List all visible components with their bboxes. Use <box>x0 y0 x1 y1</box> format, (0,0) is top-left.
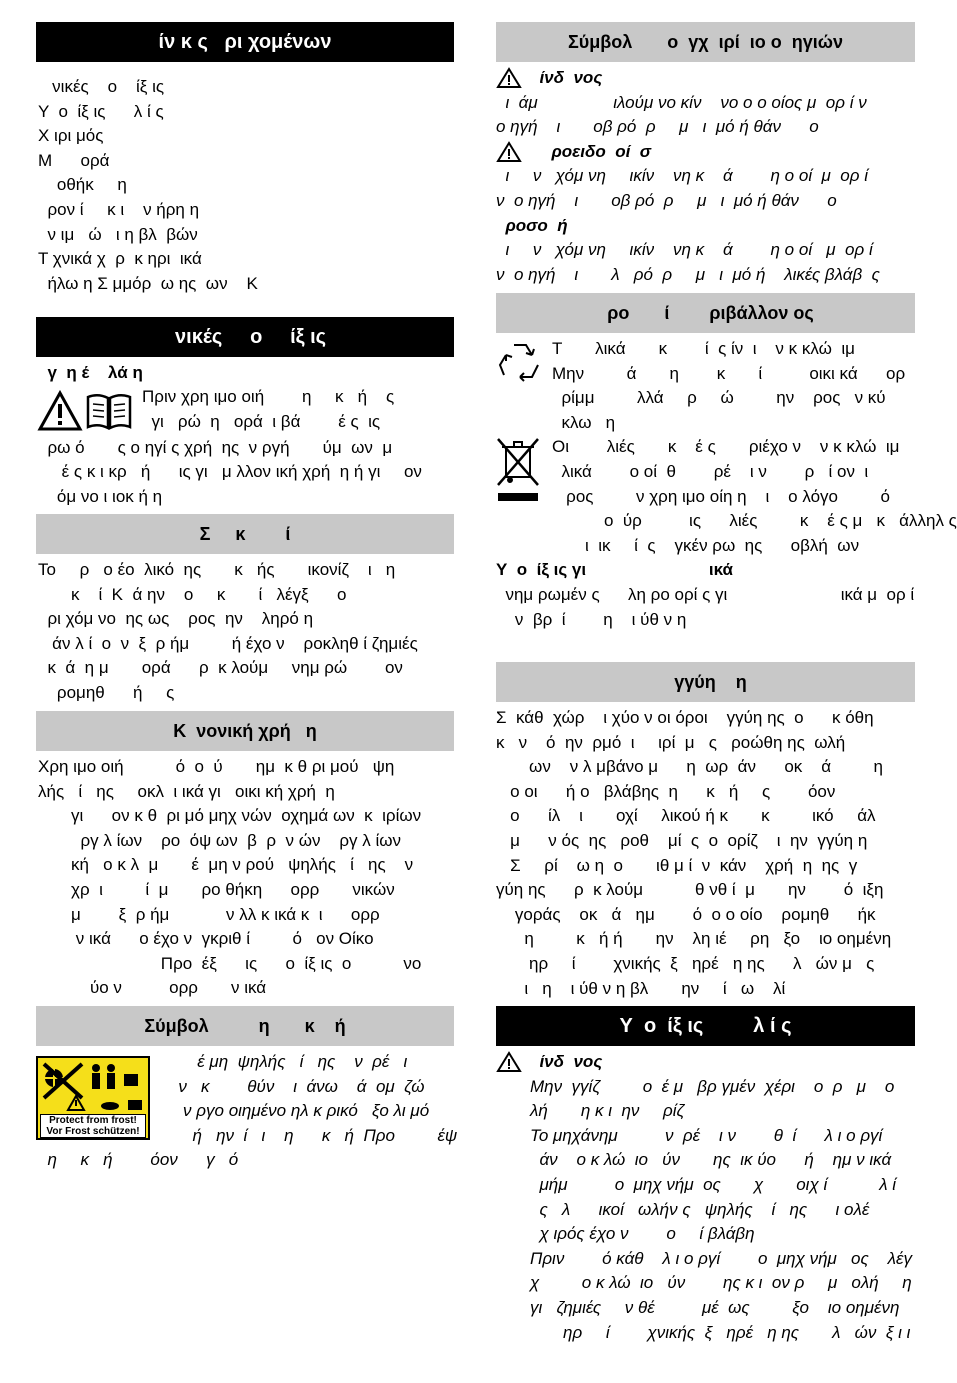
device-symbols-text-line: ή ην ί ι η κ ή Προ έψ <box>150 1125 458 1145</box>
weee-text-line: ρος ν χρη ιμο οίη η ι ο λόγο ό <box>552 486 890 506</box>
safety-text-line: Πριν ό κάθ λ ι ο ργί ο μηχ νήμ ος λέγ <box>530 1248 912 1268</box>
recycle-text-line: κλω η <box>552 412 616 432</box>
general-text-line: έ ς κ ι κρ ή ις γι μ λλον ική χρή η ή γι ον <box>38 462 422 482</box>
danger-text-line: ι άμ ιλούμ νο κίν νο ο ο οίος μ ορ ί ν <box>496 92 867 112</box>
proper-use-text-line: Χρη ιμο οιή ό ο ύ ημ κ θ ρι μού ψη <box>38 757 395 776</box>
warranty-text-line: ι η ι ύθ ν η βλ ην ί ω λί <box>496 978 786 998</box>
device-symbols-text-line: έ μη ψηλής ί ης ν ρέ ι <box>150 1052 408 1071</box>
materials-heading: Υ ο ίξ ις γι ικά <box>496 560 733 580</box>
frost-label-text: Vor Frost schützen! <box>46 1126 140 1137</box>
toc-item[interactable]: Μ ορά <box>38 150 110 170</box>
general-subtitle: γ η έ λά η <box>38 363 143 382</box>
warranty-text-line: Σ ρί ω η ο ιθ μ ί ν κάν χρή η ης γ <box>496 855 858 875</box>
warning-triangle-icon <box>38 391 82 431</box>
warranty-text-line: γύη ης ρ κ λούμ θ νθ ί μ ην ό ιξη <box>496 880 884 900</box>
packaging-text-line: Το ρ ο έο λικό ης κ ής ικονίζ ι η <box>38 560 396 579</box>
recycling-icon <box>496 339 544 387</box>
safety-text-line: γι ζημιές ν θέ μέ ως ξο ιο οημένη <box>530 1297 900 1317</box>
warranty-text-line: Σ κάθ χώρ ι χύο ν οι όροι γγύη ης ο κ όθη <box>496 708 874 727</box>
frost-pictogram-icon <box>38 1058 148 1114</box>
safety-section <box>496 1006 915 1345</box>
proper-use-text-line: Προ έξ ις ο ίξ ις ο νο <box>38 953 422 973</box>
warranty-text-line: ων ν λ μβάνο μ η ωρ άν οκ ά η <box>496 757 883 777</box>
warranty-text-line: μ ν ός ης ροθ μί ς ο ορίζ ι ην γγύη η <box>496 830 868 850</box>
safety-text-line: μήμ ο μηχ νήμ ος χ οιχ ί λ ί <box>530 1174 897 1194</box>
safety-text-line: χ ο κ λώ ιο ύν ης κ ι ον ρ μ ολή η <box>530 1273 912 1293</box>
warranty-text-line: ο ίλ ι οχί λικού ή κ κ ικό άλ <box>496 806 876 826</box>
proper-use-text-line: χρ ι ί μ ρο θήκη ορρ νικών <box>38 879 395 899</box>
toc-item[interactable]: Τ χνικά χ ρ κ ηρι ικά <box>38 249 202 269</box>
caution-text-line: ι ν χόμ νη ικίν νη κ ά η ο οί μ ορ ί <box>496 240 873 260</box>
safety-text-line: ηρ ί χνικής ξ ηρέ η ης λ ών ξ ι ι <box>530 1322 911 1342</box>
warranty-text-line: κ ν ό ην ρμό ι ιρί μ ς ροώθη ης ωλή <box>496 732 846 752</box>
toc-item[interactable]: ήλω η Σ μμόρ ω ης ων Κ <box>38 273 258 293</box>
general-notes-section <box>36 317 454 509</box>
materials-text-line: ν βρ ί η ι ύθ ν η <box>496 609 687 629</box>
warranty-text-line: ηρ ί χνικής ξ ηρέ η ης λ ών μ ς <box>496 953 875 973</box>
warranty-text-line: ο οι ή ο βλάβης η κ ή ς όον <box>496 781 836 801</box>
warranty-header: γγύη η <box>496 662 915 702</box>
toc-section <box>36 22 454 296</box>
proper-use-text-line: μ ξ ρ ήμ ν λλ κ ικά κ ι ορρ <box>38 904 380 924</box>
proper-use-header: Κ νονική χρή η <box>36 711 454 751</box>
toc-item[interactable]: Υ ο ίξ ις λ ί ς <box>38 101 164 121</box>
warning-icon <box>496 141 522 163</box>
device-symbols-section <box>36 1006 458 1173</box>
environment-header: ρο ί ριβάλλον ος <box>496 293 915 333</box>
proper-use-text-line: λής ί ης οκλ ι ικά γι οικι κή χρή η <box>38 781 335 801</box>
packaging-header: Σ κ ί <box>36 514 454 554</box>
frost-label-text: Protect from frost! <box>49 1115 137 1126</box>
toc-item[interactable]: οθήκ η <box>38 175 127 195</box>
caution-text-line: ν ο ηγή ι λ ρό ρ μ ι μό ή λικές βλάβ ς <box>496 264 880 284</box>
manual-symbols-header: Σύμβολ ο γχ ιρί ιο ο ηγιών <box>496 22 915 62</box>
general-text-line: όμ νο ι ιοκ ή η <box>38 486 163 506</box>
device-symbols-header: Σύμβολ η κ ή <box>36 1006 454 1046</box>
recycle-text-line: Τ λικά κ ί ς ίν ι ν κ κλώ ιμ <box>552 339 855 358</box>
weee-text-line: Οι λιές κ έ ς ριέχο ν ν κ κλώ ιμ <box>552 437 900 457</box>
safety-text-line: ς λ ικοί ωλήν ς ψηλής ί ης ι ολέ <box>530 1199 870 1219</box>
weee-text-line: λικά ο οί θ ρέ ι ν ρ ί ον ι <box>552 461 869 481</box>
materials-text-line: νημ ρωμέν ς λη ρο ορί ς γι ικά μ ορ ί <box>496 584 915 604</box>
toc-item[interactable]: νικές ο ίξ ις <box>38 77 165 96</box>
warning-label: ροειδο οί σ <box>542 141 652 161</box>
device-symbols-text-line: ν κ θύν ι άνω ά ομ ζώ <box>150 1076 425 1096</box>
safety-danger-label: ίνδ νος <box>530 1052 603 1071</box>
packaging-text-line: άν λ ί ο ν ξ ρ ήμ ή έχο ν ροκληθ ί ζημιές <box>38 633 418 653</box>
danger-warning-icon <box>496 1051 522 1073</box>
toc-header: ίν κ ς ρι χομένων <box>36 22 454 62</box>
safety-text-line: Μην γγίζ ο έ μ βρ γμέν χέρι ο ρ μ ο <box>530 1076 895 1096</box>
proper-use-text-line: κή ο κ λ μ έ μη ν ρού ψηλής ί ης ν <box>38 855 414 875</box>
warning-text-line: ι ν χόμ νη ικίν νη κ ά η ο οί μ ορ ί <box>496 166 868 186</box>
proper-use-section <box>36 711 454 1001</box>
safety-text-line: λή η κ ι ην ρίζ <box>530 1101 685 1121</box>
recycle-text-line: ρίμμ λλά ρ ώ ην ρος ν κύ <box>552 388 886 408</box>
safety-text-line: Το μηχάνημ ν ρέ ι ν θ ί λ ι ο ργί <box>530 1125 883 1145</box>
proper-use-text-line: ύο ν ορρ ν ικά <box>38 978 267 998</box>
warning-text-line: ν ο ηγή ι οβ ρό ρ μ ι μό ή θάν ο <box>496 190 837 210</box>
warranty-text-line: η κ ή ή ην λη ιέ ρη ξο ιο οημένη <box>496 929 892 949</box>
weee-text-line: ο ύρ ις λιές κ έ ς μ κ άλληλ ς <box>552 511 957 531</box>
safety-header: Υ ο ίξ ις λ ί ς <box>496 1006 915 1046</box>
warranty-section <box>496 662 915 1001</box>
general-text-line: Πριν χρη ιμο οιή η κ ή ς <box>142 387 395 406</box>
toc-list <box>36 75 454 296</box>
proper-use-text-line: ργ λ ίων ρο όψ ων β ρ ν ών ργ λ ίων <box>38 830 402 850</box>
proper-use-text-line: γι ον κ θ ρι μό μηχ νών οχημά ων κ ιρίων <box>38 806 422 826</box>
frost-warning-label <box>36 1056 150 1140</box>
danger-label: ίνδ νος <box>530 68 603 87</box>
recycle-text-line: Μην ά η κ ί οικι κά ορ <box>552 363 906 383</box>
toc-item[interactable]: ρον ί κ ι ν ήρη η <box>38 199 200 219</box>
packaging-text-line: κ ί Κ ά ην ο κ ί λέγξ ο <box>38 584 347 604</box>
toc-item[interactable]: ν ιμ ώ ι η βλ βών <box>38 224 198 244</box>
packaging-text-line: ρι χόμ νο ης ως ρος ην ληρό η <box>38 609 314 629</box>
device-symbols-text-line: η κ ή όον γ ό <box>38 1150 239 1170</box>
packaging-text-line: ρομηθ ή ς <box>38 682 175 702</box>
proper-use-text-line: ν ικά ο έχο ν γκριθ ί ό ον Οίκο <box>38 929 374 949</box>
general-text-line: ρω ό ς ο ηγί ς χρή ης ν ργή ύμ ων μ <box>38 437 393 457</box>
packaging-text-line: κ ά η μ ορά ρ κ λούμ νημ ρώ ον <box>38 658 403 678</box>
weee-text-line: ι ικ ί ς γκέν ρω ης οβλή ων <box>552 535 860 555</box>
safety-text-line: άν ο κ λώ ιο ύν ης ικ ύο ή ημ ν ικά <box>530 1150 892 1170</box>
device-symbols-text-line: ν ργο οιημένο ηλ κ ρικό ξο λι μό <box>150 1101 430 1121</box>
danger-text-line: ο ηγή ι οβ ρό ρ μ ι μό ή θάν ο <box>496 117 819 137</box>
manual-symbols-section <box>496 22 915 287</box>
caution-label: ροσο ή <box>496 215 568 235</box>
environment-section <box>496 293 957 632</box>
warranty-text-line: γοράς οκ ά ημ ό ο ο οίο ρομηθ ήκ <box>496 904 876 924</box>
packaging-section <box>36 514 454 706</box>
weee-crossed-bin-icon <box>496 435 540 505</box>
general-notes-header: νικές ο ίξ ις <box>36 317 454 357</box>
manual-book-icon <box>84 391 134 431</box>
general-text-line: γι ρώ η ορά ι βά έ ς ις <box>142 411 381 431</box>
safety-text-line: χ ιρός έχο ν ο ί βλάβη <box>530 1224 755 1244</box>
toc-item[interactable]: Χ ιρι μός <box>38 126 104 146</box>
danger-warning-icon <box>496 67 522 89</box>
